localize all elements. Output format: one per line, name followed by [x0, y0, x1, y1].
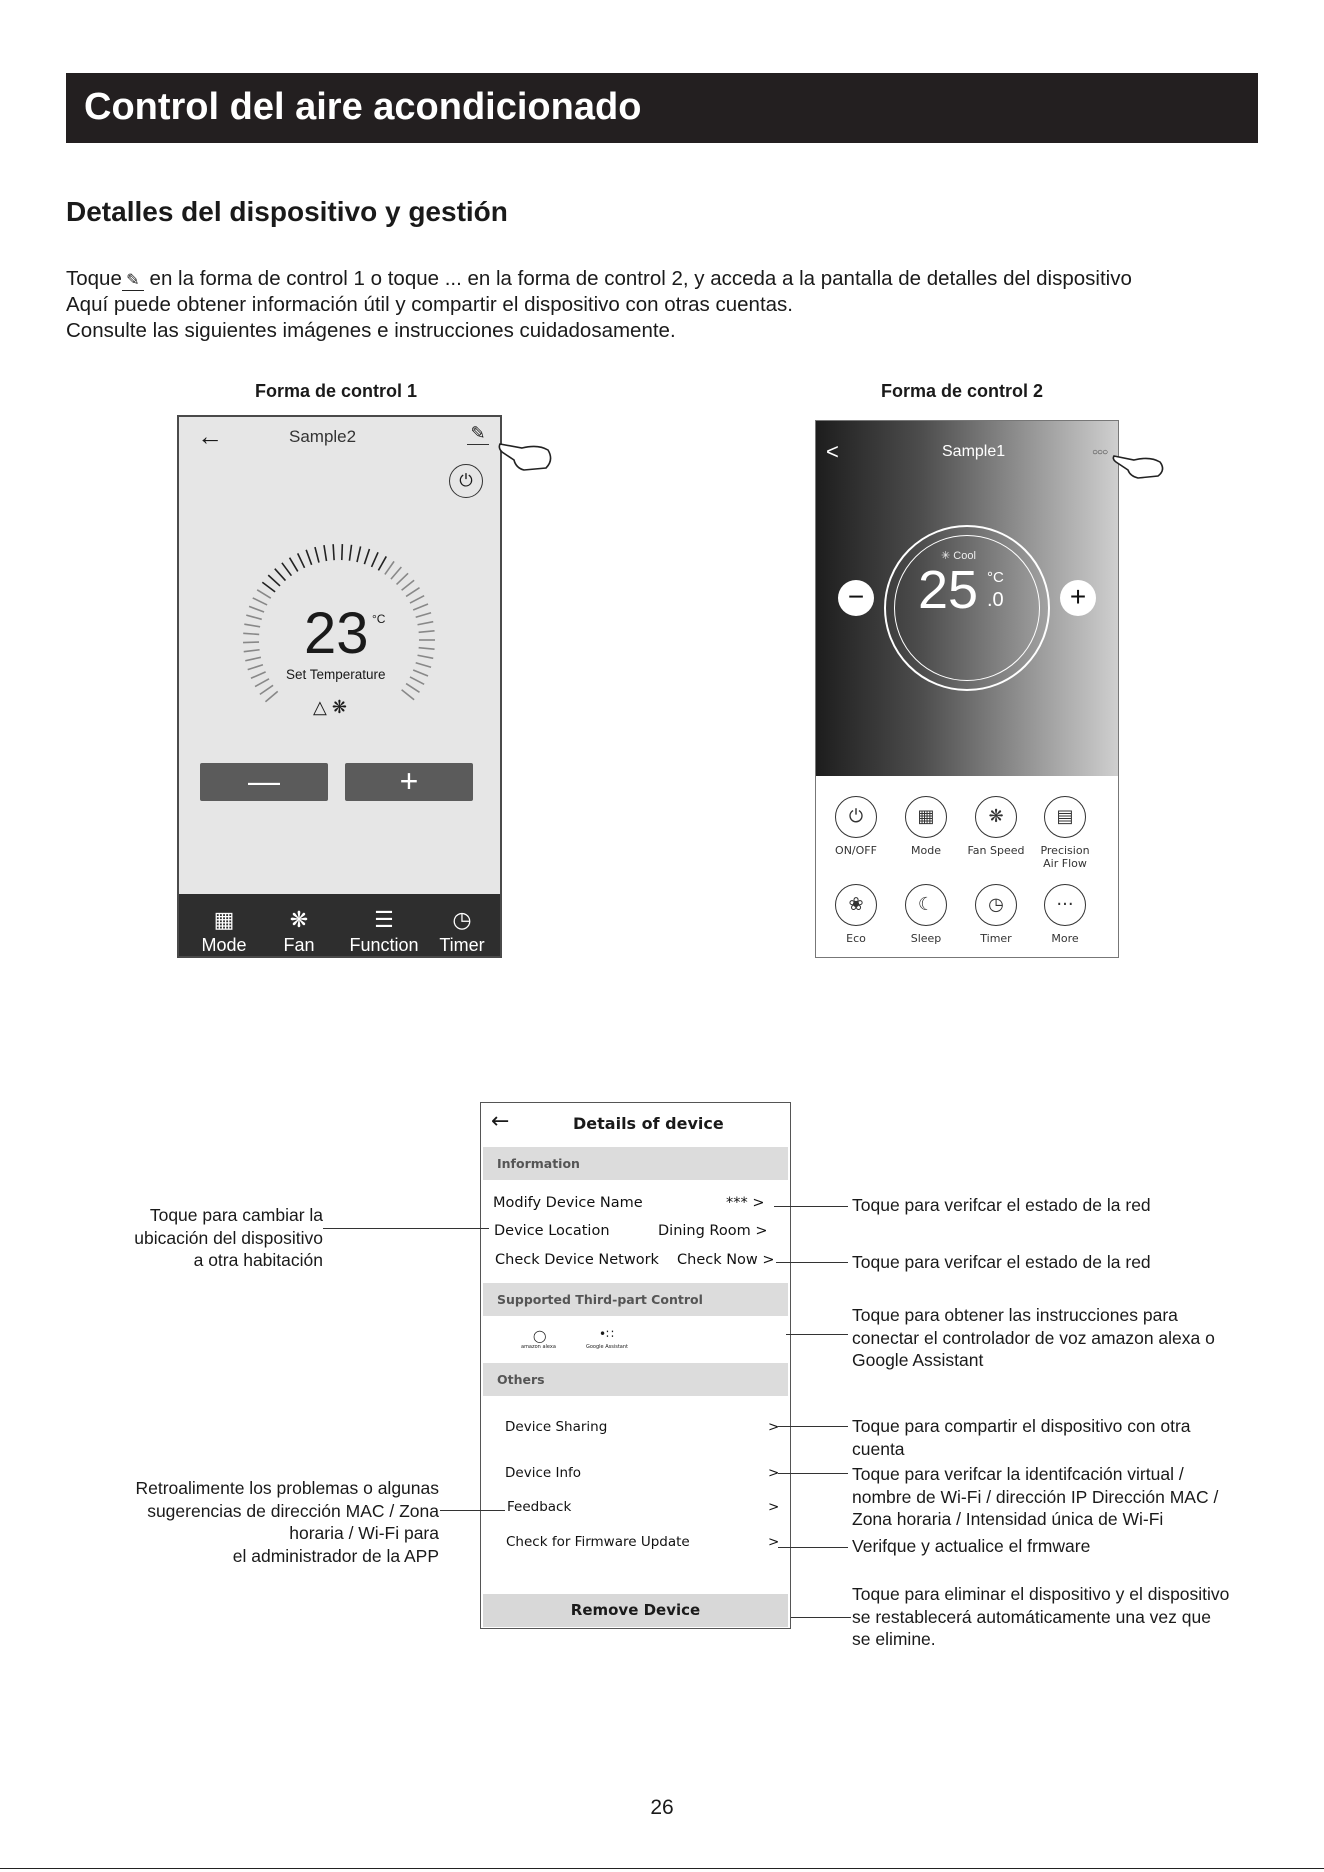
dial-tick: [402, 690, 415, 700]
more-dots-icon[interactable]: ○○○: [1092, 447, 1108, 458]
back-arrow-icon[interactable]: ←: [197, 421, 223, 451]
annotation-text: nombre de Wi-Fi / dirección IP Dirección MAC /: [852, 1486, 1219, 1507]
back-arrow-icon[interactable]: ←: [491, 1109, 510, 1134]
control-fan-speed[interactable]: [959, 796, 1033, 857]
annotation-modify: Toque para verifcar el estado de la red: [852, 1195, 1151, 1215]
dial-tick: [333, 544, 334, 560]
section-third-party: Supported Third-part Control: [483, 1283, 788, 1316]
annotation-text: Toque para verifcar la identifcación virtual /: [852, 1464, 1184, 1484]
leader-line: [776, 1262, 848, 1263]
dial-tick: [378, 556, 386, 570]
dial-tick: [357, 546, 361, 562]
annotation-third-party: [852, 1304, 1215, 1372]
check-device-network[interactable]: Check Device Network: [495, 1252, 659, 1268]
check-device-network-value[interactable]: Check Now >: [677, 1252, 775, 1268]
annotation-location: [60, 1204, 323, 1272]
tab-label: Fan: [283, 935, 315, 955]
control-eco[interactable]: [819, 884, 893, 945]
tab-mode[interactable]: [189, 905, 259, 956]
temperature-value: 23: [304, 601, 369, 666]
dial-tick: [298, 553, 305, 567]
leader-line: [440, 1510, 505, 1511]
check-firmware-update[interactable]: Check for Firmware Update: [506, 1534, 690, 1550]
annotation-text: se restablecerá automáticamente una vez que: [852, 1606, 1211, 1627]
control-label: Timer: [980, 932, 1012, 945]
dial-tick: [418, 655, 434, 658]
dial-tick: [255, 679, 269, 687]
intro-text: Toque: [66, 267, 122, 290]
annotation-remove: [852, 1583, 1229, 1651]
device-sharing[interactable]: Device Sharing: [505, 1419, 608, 1435]
decrease-button[interactable]: —: [200, 763, 328, 801]
chevron-right-icon[interactable]: >: [768, 1465, 780, 1481]
dial-tick: [290, 558, 298, 572]
intro-line-3: Consulte las siguientes imágenes e instrucciones cuidadosamente.: [66, 319, 676, 342]
control-label: Fan Speed: [967, 844, 1025, 857]
power-icon: ⏻: [835, 796, 877, 838]
set-temperature-label: Set Temperature: [286, 667, 386, 682]
annotation-text: el administrador de la APP: [232, 1545, 439, 1566]
tab-label: Function: [349, 935, 419, 955]
fan-icon: ❋: [289, 907, 309, 932]
dial-tick: [244, 624, 260, 627]
intro-line-2: Aquí puede obtener información útil y compartir el dispositivo con otras cuentas.: [66, 293, 793, 316]
chevron-right-icon[interactable]: >: [768, 1534, 780, 1550]
temperature-value: 25: [918, 560, 979, 620]
dial-tick: [248, 665, 263, 670]
dial-tick: [324, 545, 327, 561]
intro-line-1: [66, 267, 1132, 291]
section-information: Information: [483, 1147, 788, 1180]
pencil-icon: ✎: [122, 270, 144, 291]
mode-icon: ▦: [213, 907, 235, 932]
dial-tick: [253, 598, 267, 605]
device-name: Sample2: [289, 427, 357, 446]
dial-tick: [364, 549, 369, 564]
dial-tick: [342, 544, 343, 560]
annotation-text: cuenta: [852, 1438, 905, 1459]
footer-rule: [0, 1868, 1324, 1869]
annotation-text: Toque para obtener las instrucciones para: [852, 1305, 1178, 1325]
dial-tick: [315, 547, 319, 562]
dial-tick: [406, 588, 419, 597]
annotation-text: conectar el controlador de voz amazon alexa o: [852, 1327, 1215, 1348]
google-assistant-icon[interactable]: •∷: [599, 1327, 614, 1341]
page-title: Control del aire acondicionado: [84, 86, 642, 128]
more-dots-icon: ···: [1044, 884, 1086, 926]
annotation-text: sugerencias de dirección MAC / Zona: [147, 1500, 439, 1521]
control-label: Sleep: [910, 932, 942, 945]
leaf-icon: ❀: [835, 884, 877, 926]
leader-line: [786, 1334, 848, 1335]
modify-device-name[interactable]: Modify Device Name: [493, 1195, 643, 1211]
page-number: 26: [650, 1796, 674, 1819]
mode-text: Cool: [953, 550, 976, 562]
control-mode[interactable]: [889, 796, 963, 857]
remove-device-button[interactable]: Remove Device: [483, 1594, 788, 1627]
form1-label: Forma de control 1: [255, 381, 418, 401]
control-label: More: [1051, 932, 1079, 945]
temperature-unit: °C: [987, 569, 1004, 586]
leader-line: [791, 1617, 851, 1618]
control-timer[interactable]: [959, 884, 1033, 945]
dial-tick: [418, 622, 434, 625]
section-others: Others: [483, 1363, 788, 1396]
edit-pencil-icon[interactable]: ✎: [467, 423, 489, 445]
dial-tick: [251, 672, 266, 678]
form2-label: Forma de control 2: [881, 381, 1044, 401]
temperature-unit: °C: [372, 612, 386, 626]
annotation-firmware: Verifque y actualice el frmware: [852, 1536, 1091, 1556]
air-flow-icon: ▤: [1044, 796, 1086, 838]
annotation-text: Zona horaria / Intensidad única de Wi-Fi: [852, 1509, 1164, 1529]
leader-line: [778, 1547, 848, 1548]
tab-fan[interactable]: [264, 905, 334, 956]
moon-icon: ☾: [905, 884, 947, 926]
alexa-icon[interactable]: ◯: [533, 1329, 547, 1343]
dial-tick: [391, 567, 401, 579]
control-label: ON/OFF: [835, 844, 877, 857]
dial-tick: [262, 582, 275, 592]
dial-tick: [410, 677, 424, 684]
feedback[interactable]: Feedback: [507, 1499, 572, 1515]
annotation-text: a otra habitación: [193, 1250, 323, 1270]
dial-tick: [385, 561, 394, 574]
dial-tick: [260, 685, 273, 694]
dial-tick: [406, 684, 419, 693]
temperature-decimal: .0: [987, 589, 1004, 611]
dial-tick: [402, 580, 415, 590]
bottom-tab-bar: [179, 894, 500, 956]
hand-pointer-icon: [498, 438, 554, 478]
annotation-info: [852, 1463, 1218, 1531]
control-precision-air-flow[interactable]: [1028, 796, 1102, 870]
tab-timer[interactable]: [427, 905, 497, 956]
mode-label: ✳ Cool: [941, 550, 976, 562]
dial-tick: [275, 569, 286, 581]
dial-tick: [413, 670, 428, 676]
leader-line: [323, 1228, 489, 1229]
annotation-text: Toque para compartir el dispositivo con otra: [852, 1416, 1191, 1436]
control-form-1: [177, 415, 502, 958]
stopwatch-icon: ◷: [975, 884, 1017, 926]
control-onoff[interactable]: [819, 796, 893, 857]
tab-function[interactable]: [339, 905, 429, 956]
annotation-text: Toque para cambiar la: [149, 1205, 323, 1225]
dial-tick: [416, 663, 431, 668]
dial-tick: [397, 573, 409, 584]
dial-tick: [416, 613, 431, 618]
leader-line: [778, 1473, 848, 1474]
chevron-right-icon[interactable]: >: [768, 1419, 780, 1435]
annotation-network: Toque para verifcar el estado de la red: [852, 1252, 1151, 1272]
details-of-device-screen: [480, 1102, 791, 1629]
dial-tick: [249, 606, 264, 612]
device-location-value[interactable]: Dining Room >: [658, 1223, 768, 1239]
dial-tick: [419, 648, 435, 650]
annotation-feedback: [60, 1477, 439, 1567]
dial-tick: [306, 550, 311, 565]
control-sleep[interactable]: [889, 884, 963, 945]
annotation-text: Toque para eliminar el dispositivo y el dispositivo: [852, 1584, 1230, 1604]
section-title: Detalles del dispositivo y gestión: [66, 196, 508, 227]
increase-button[interactable]: +: [1060, 580, 1096, 616]
fan-icon: ❋: [975, 796, 1017, 838]
hand-pointer-icon: [1112, 452, 1168, 482]
dial-tick: [257, 590, 271, 598]
dial-tick: [349, 545, 351, 561]
dial-tick: [245, 657, 261, 660]
dial-tick: [413, 604, 428, 610]
dial-tick: [243, 633, 259, 634]
dial-tick: [265, 691, 277, 701]
alexa-label: amazon alexa: [521, 1344, 556, 1350]
annotation-text: se elimine.: [852, 1629, 936, 1649]
annotation-text: Retroalimente los problemas o algunas: [135, 1478, 439, 1498]
control-label: Precision: [1040, 844, 1090, 857]
control-more[interactable]: [1028, 884, 1102, 945]
control-label: Eco: [846, 932, 866, 945]
dial-tick: [410, 596, 424, 603]
dial-tick: [419, 631, 435, 633]
annotation-text: Google Assistant: [852, 1350, 984, 1370]
device-location[interactable]: Device Location: [494, 1223, 610, 1239]
back-chevron-icon[interactable]: <: [826, 439, 839, 464]
chevron-right-icon[interactable]: >: [768, 1499, 780, 1515]
decrease-button[interactable]: −: [838, 580, 874, 616]
menu-icon: ☰: [374, 907, 394, 932]
tab-label: Timer: [439, 935, 485, 955]
annotation-text: ubicación del dispositivo: [134, 1227, 323, 1248]
dial-tick: [282, 563, 292, 576]
increase-button[interactable]: +: [345, 763, 473, 801]
tab-label: Mode: [201, 935, 247, 955]
google-assistant-label: Google Assistant: [586, 1344, 628, 1350]
intro-text: en la forma de control 1 o toque ... en la forma de control 2, y acceda a la pantalla de detalles del dispositivo: [143, 267, 1132, 290]
dial-tick: [246, 615, 261, 619]
annotation-sharing: [852, 1415, 1191, 1460]
dial-tick: [372, 552, 379, 567]
details-title: Details of device: [573, 1114, 724, 1133]
power-icon[interactable]: ⏻: [449, 464, 483, 498]
annotation-text: horaria / Wi-Fi para: [289, 1523, 439, 1543]
device-name: Sample1: [942, 443, 1006, 460]
leader-line: [774, 1206, 848, 1207]
mode-icon: ▦: [905, 796, 947, 838]
dial-tick: [244, 650, 260, 652]
control-label: Air Flow: [1043, 857, 1087, 870]
modify-device-name-value[interactable]: *** >: [726, 1195, 765, 1211]
mode-fan-icons: △ ❋: [313, 697, 347, 717]
clock-icon: ◷: [452, 907, 472, 932]
leader-line: [778, 1426, 848, 1427]
control-label: Mode: [911, 844, 941, 857]
device-info[interactable]: Device Info: [505, 1465, 582, 1481]
control-form-2: [815, 420, 1119, 958]
dial-tick: [268, 575, 280, 586]
